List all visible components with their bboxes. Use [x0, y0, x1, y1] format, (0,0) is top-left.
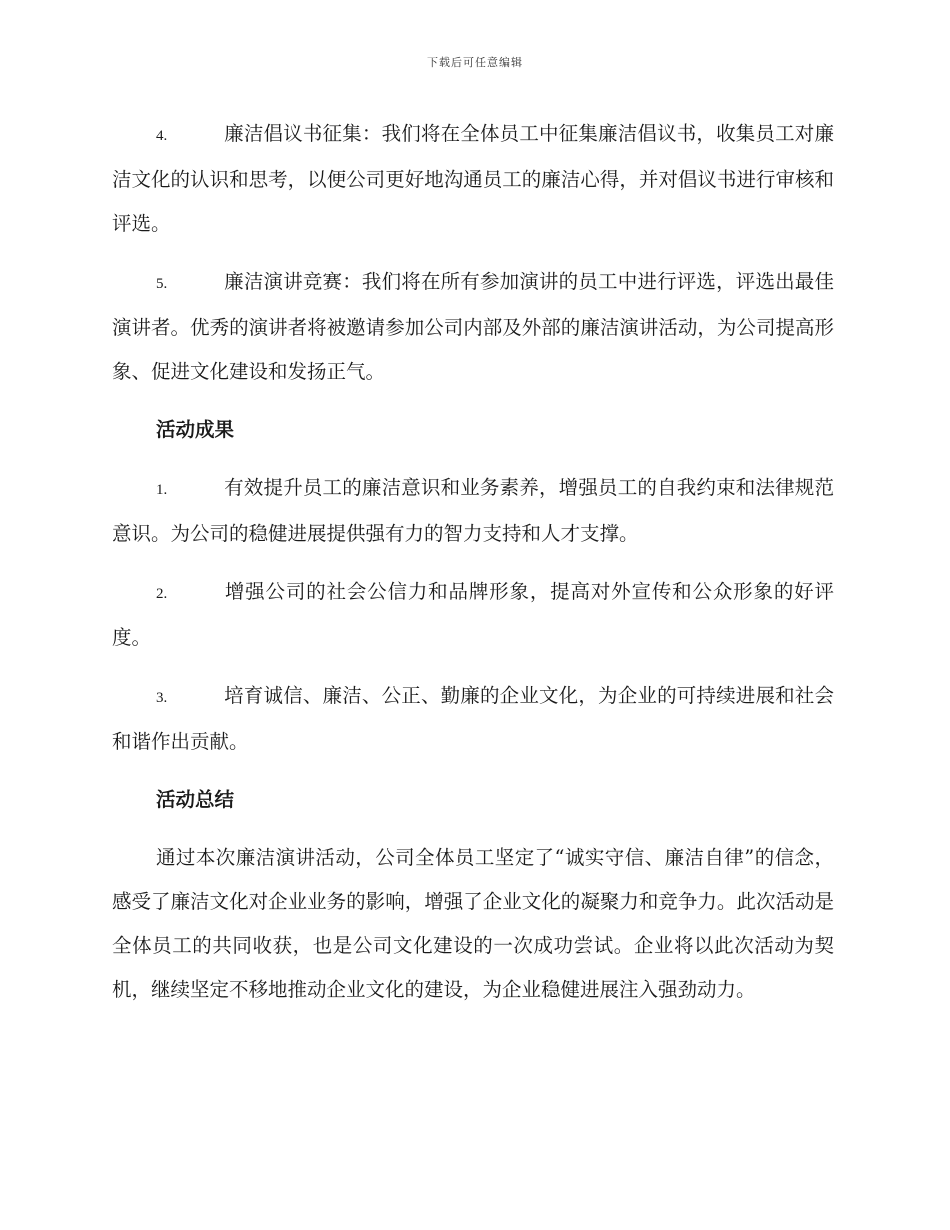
list-item-text: 培育诚信、廉洁、公正、勤廉的企业文化，为企业的可持续进展和社会和谐作出贡献。	[112, 684, 834, 753]
summary-paragraph: 通过本次廉洁演讲活动，公司全体员工坚定了“诚实守信、廉洁自律”的信念，感受了廉洁文化对企业业务的影响，增强了企业文化的凝聚力和竞争力。此次活动是全体员工的共同收获，也是公司文化建设的一次成功尝试。企业将以此次活动为契机，继续坚定不移地推动企业文化的建设，为企业稳健进展注入强劲动力。	[112, 846, 834, 1001]
page-header: 下载后可任意编辑	[427, 56, 523, 69]
list-item	[112, 112, 834, 246]
document-body	[112, 112, 834, 1026]
list-item	[112, 466, 834, 556]
list-item-text: 廉洁演讲竞赛：我们将在所有参加演讲的员工中进行评选，评选出最佳演讲者。优秀的演讲者将被邀请参加公司内部及外部的廉洁演讲活动，为公司提高形象、促进文化建设和发扬正气。	[112, 270, 834, 383]
list-item	[112, 260, 834, 394]
list-item-text: 增强公司的社会公信力和品牌形象，提高对外宣传和公众形象的好评度。	[112, 580, 834, 649]
list-item-text: 有效提升员工的廉洁意识和业务素养，增强员工的自我约束和法律规范意识。为公司的稳健进展提供强有力的智力支持和人才支撑。	[112, 476, 834, 545]
section-heading-summary: 活动总结	[156, 788, 235, 811]
list-item-text: 廉洁倡议书征集：我们将在全体员工中征集廉洁倡议书，收集员工对廉洁文化的认识和思考，以便公司更好地沟通员工的廉洁心得，并对倡议书进行审核和评选。	[112, 122, 834, 235]
list-item-number: 5.	[156, 276, 168, 292]
list-item	[112, 570, 834, 660]
list-item-number: 2.	[156, 586, 168, 602]
section-heading-results: 活动成果	[156, 418, 235, 441]
list-item-number: 4.	[156, 128, 168, 144]
list-item-number: 1.	[156, 482, 168, 498]
list-item-number: 3.	[156, 690, 168, 706]
list-item	[112, 674, 834, 764]
